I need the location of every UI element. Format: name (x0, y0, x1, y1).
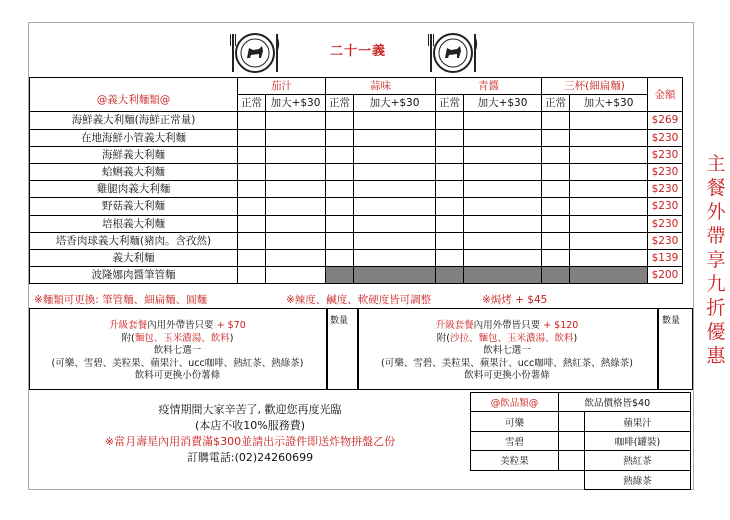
sauce-pesto: 青醬 (436, 78, 542, 95)
drink-coffee: 咖啡(罐裝) (585, 431, 691, 450)
order-cell[interactable] (436, 146, 464, 163)
order-cell[interactable] (266, 267, 326, 284)
item-name: 海鮮義大利麵(海鮮正常量) (30, 112, 238, 129)
order-cell[interactable] (326, 129, 354, 146)
set1-title: 升級套餐 (109, 320, 148, 331)
order-cell[interactable] (266, 146, 326, 163)
order-cell[interactable] (570, 112, 648, 129)
item-price: $230 (648, 146, 683, 163)
menu-row (30, 112, 683, 129)
menu-row (30, 232, 683, 249)
order-cell[interactable] (326, 181, 354, 198)
order-cell[interactable] (326, 112, 354, 129)
footer-service-fee: (本店不收10%服務費) (194, 419, 306, 432)
order-cell[interactable] (266, 198, 326, 215)
item-name: 塔香肉球義大利麵(豬肉。含孜然) (30, 232, 238, 249)
set1-drink-list: (可樂、雪碧、美粒果、蘋果汁、ucc咖啡、熱紅茶、熱綠茶) (51, 357, 304, 369)
note-baked: ※焗烤 + $45 (482, 294, 548, 306)
order-cell[interactable] (542, 198, 570, 215)
footer-greeting: 疫情期間大家辛苦了, 歡迎您再度光臨 (158, 403, 342, 416)
order-cell[interactable] (266, 129, 326, 146)
order-cell[interactable] (238, 163, 266, 180)
order-cell[interactable] (542, 112, 570, 129)
order-cell[interactable] (326, 215, 354, 232)
order-cell[interactable] (266, 163, 326, 180)
size-normal: 正常 (326, 95, 354, 112)
order-cell[interactable] (464, 112, 542, 129)
order-cell[interactable] (542, 163, 570, 180)
qty-label-1: 數量 (330, 316, 349, 326)
item-name: 在地海鮮小管義大利麵 (30, 129, 238, 146)
note-adjustable: ※辣度、鹹度、軟硬度皆可調整 (286, 294, 432, 306)
category-pasta: @義大利麵類@ (30, 78, 238, 112)
size-normal: 正常 (436, 95, 464, 112)
set2-drink-choice: 飲料七選一 (483, 345, 531, 356)
order-cell[interactable] (464, 181, 542, 198)
order-cell[interactable] (266, 215, 326, 232)
menu-row (30, 146, 683, 163)
order-cell[interactable] (266, 112, 326, 129)
order-cell[interactable] (570, 215, 648, 232)
item-price: $200 (648, 267, 683, 284)
item-price: $230 (648, 215, 683, 232)
drink-empty (471, 470, 559, 489)
order-cell[interactable] (570, 146, 648, 163)
set1-note: 內用外帶皆只要 (147, 320, 214, 331)
order-cell[interactable] (542, 146, 570, 163)
order-cell[interactable] (464, 129, 542, 146)
order-cell[interactable] (354, 232, 436, 249)
order-cell[interactable] (542, 215, 570, 232)
item-price: $230 (648, 163, 683, 180)
order-cell[interactable] (570, 249, 648, 266)
set2-fries-swap: 飲料可更換小份薯條 (464, 370, 550, 381)
order-cell[interactable] (436, 232, 464, 249)
drink-minute-maid: 美粒果 (471, 451, 559, 470)
drink-qty-cell[interactable] (559, 412, 585, 431)
pasta-price-table (29, 77, 683, 284)
set2-drink-list: (可樂、雪碧、美粒果、蘋果汁、ucc咖啡、熱紅茶、熱綠茶) (381, 357, 633, 369)
sauce-garlic: 蒜味 (326, 78, 436, 95)
drink-green-tea: 熱綠茶 (585, 470, 691, 489)
order-cell (354, 267, 436, 284)
menu-row (30, 215, 683, 232)
order-cell[interactable] (570, 163, 648, 180)
order-cell[interactable] (238, 198, 266, 215)
order-cell[interactable] (238, 215, 266, 232)
menu-row (30, 129, 683, 146)
drinks-table (470, 392, 691, 490)
order-cell[interactable] (266, 181, 326, 198)
menu-row (30, 267, 683, 284)
size-normal: 正常 (542, 95, 570, 112)
order-cell[interactable] (436, 215, 464, 232)
item-price: $230 (648, 129, 683, 146)
order-cell[interactable] (464, 215, 542, 232)
plate-icon-right (424, 28, 482, 76)
order-cell[interactable] (570, 232, 648, 249)
order-cell[interactable] (326, 198, 354, 215)
set2-text (357, 320, 657, 383)
order-cell[interactable] (542, 129, 570, 146)
order-cell[interactable] (238, 129, 266, 146)
sauce-tomato: 茄汁 (238, 78, 326, 95)
item-name: 義大利麵 (30, 249, 238, 266)
item-price: $230 (648, 198, 683, 215)
note-noodle-swap: ※麵類可更換: 筆管麵、細扁麵、圓麵 (34, 294, 208, 306)
menu-row (30, 181, 683, 198)
order-cell (570, 267, 648, 284)
order-cell[interactable] (464, 232, 542, 249)
restaurant-title: 二十一義 (330, 44, 387, 59)
set1-paren-open: 附( (121, 332, 135, 344)
item-price: $139 (648, 249, 683, 266)
order-cell[interactable] (542, 232, 570, 249)
menu-row (30, 198, 683, 215)
order-cell[interactable] (570, 129, 648, 146)
order-cell[interactable] (464, 198, 542, 215)
order-cell[interactable] (238, 267, 266, 284)
order-cell[interactable] (238, 181, 266, 198)
order-cell (436, 267, 464, 284)
set1-includes: 麵包、玉米濃湯、飲料 (134, 332, 230, 344)
order-cell[interactable] (238, 232, 266, 249)
order-cell[interactable] (266, 232, 326, 249)
item-name: 野菇義大利麵 (30, 198, 238, 215)
set2-paren-open: 附( (436, 332, 450, 344)
order-cell[interactable] (326, 249, 354, 266)
plate-icon-left (226, 28, 284, 76)
item-price: $230 (648, 232, 683, 249)
size-large: 加大+$30 (266, 95, 326, 112)
order-cell[interactable] (542, 249, 570, 266)
order-cell (326, 267, 354, 284)
order-cell (542, 267, 570, 284)
set1-fries-swap: 飲料可更換小份薯條 (134, 370, 221, 381)
order-cell[interactable] (570, 181, 648, 198)
order-cell[interactable] (464, 249, 542, 266)
drink-qty-cell[interactable] (559, 431, 585, 450)
order-cell[interactable] (464, 146, 542, 163)
order-cell[interactable] (354, 181, 436, 198)
order-cell[interactable] (326, 163, 354, 180)
size-large: 加大+$30 (354, 95, 436, 112)
order-cell[interactable] (326, 146, 354, 163)
order-cell[interactable] (354, 215, 436, 232)
order-cell[interactable] (354, 129, 436, 146)
drinks-price-note: 飲品價格皆$40 (585, 393, 691, 412)
sauce-three-cup: 三杯(細扁麵) (542, 78, 648, 95)
set1-paren-close: ) (229, 332, 234, 344)
order-cell[interactable] (542, 181, 570, 198)
footer-phone: 訂購電話:(02)24260699 (186, 451, 314, 464)
order-cell[interactable] (354, 112, 436, 129)
drink-cola: 可樂 (471, 412, 559, 431)
item-price: $269 (648, 112, 683, 129)
drinks-category: @飲品類@ (471, 393, 559, 412)
item-name: 海鮮義大利麵 (30, 146, 238, 163)
drinks-gap (559, 393, 585, 412)
order-cell[interactable] (436, 249, 464, 266)
order-cell[interactable] (436, 198, 464, 215)
order-cell[interactable] (570, 198, 648, 215)
order-cell[interactable] (238, 249, 266, 266)
set1-price: + $70 (213, 320, 246, 331)
price-header: 金額 (648, 78, 683, 112)
order-cell[interactable] (436, 163, 464, 180)
item-name: 雞腿肉義大利麵 (30, 181, 238, 198)
item-name: 蛤蜊義大利麵 (30, 163, 238, 180)
qty-label-2: 數量 (662, 316, 681, 326)
order-cell[interactable] (326, 232, 354, 249)
size-large: 加大+$30 (570, 95, 648, 112)
set2-price: + $120 (540, 320, 579, 331)
drink-qty-cell[interactable] (559, 451, 585, 470)
order-cell[interactable] (436, 129, 464, 146)
size-normal: 正常 (238, 95, 266, 112)
order-cell[interactable] (354, 163, 436, 180)
order-cell[interactable] (354, 198, 436, 215)
order-cell[interactable] (354, 146, 436, 163)
order-cell[interactable] (436, 181, 464, 198)
set2-title: 升級套餐 (435, 320, 474, 331)
set2-note: 內用外帶皆只要 (473, 320, 541, 331)
order-cell[interactable] (436, 112, 464, 129)
drink-sprite: 雪碧 (471, 431, 559, 450)
item-price: $230 (648, 181, 683, 198)
takeout-discount-vertical: 主 餐 外 帶 享 九 折 優 惠 (706, 153, 726, 367)
set2-includes: 沙拉、麵包、玉米濃湯、飲料 (449, 332, 574, 344)
item-name: 培根義大利麵 (30, 215, 238, 232)
order-cell[interactable] (238, 112, 266, 129)
order-cell[interactable] (266, 249, 326, 266)
set2-paren-close: ) (573, 332, 578, 344)
set1-text (29, 320, 326, 383)
order-cell[interactable] (354, 249, 436, 266)
size-large: 加大+$30 (464, 95, 542, 112)
drink-empty (559, 470, 585, 489)
order-cell[interactable] (464, 163, 542, 180)
order-cell[interactable] (238, 146, 266, 163)
order-cell (464, 267, 542, 284)
menu-row (30, 249, 683, 266)
drink-black-tea: 熱紅茶 (585, 451, 691, 470)
set1-drink-choice: 飲料七選一 (153, 345, 202, 356)
footer-birthday-promo: ※當月壽星內用消費滿$300並請出示證件即送炸物拼盤乙份 (104, 435, 396, 448)
drink-apple-juice: 蘋果汁 (585, 412, 691, 431)
menu-row (30, 163, 683, 180)
item-name: 波隆娜肉醬筆管麵 (30, 267, 238, 284)
